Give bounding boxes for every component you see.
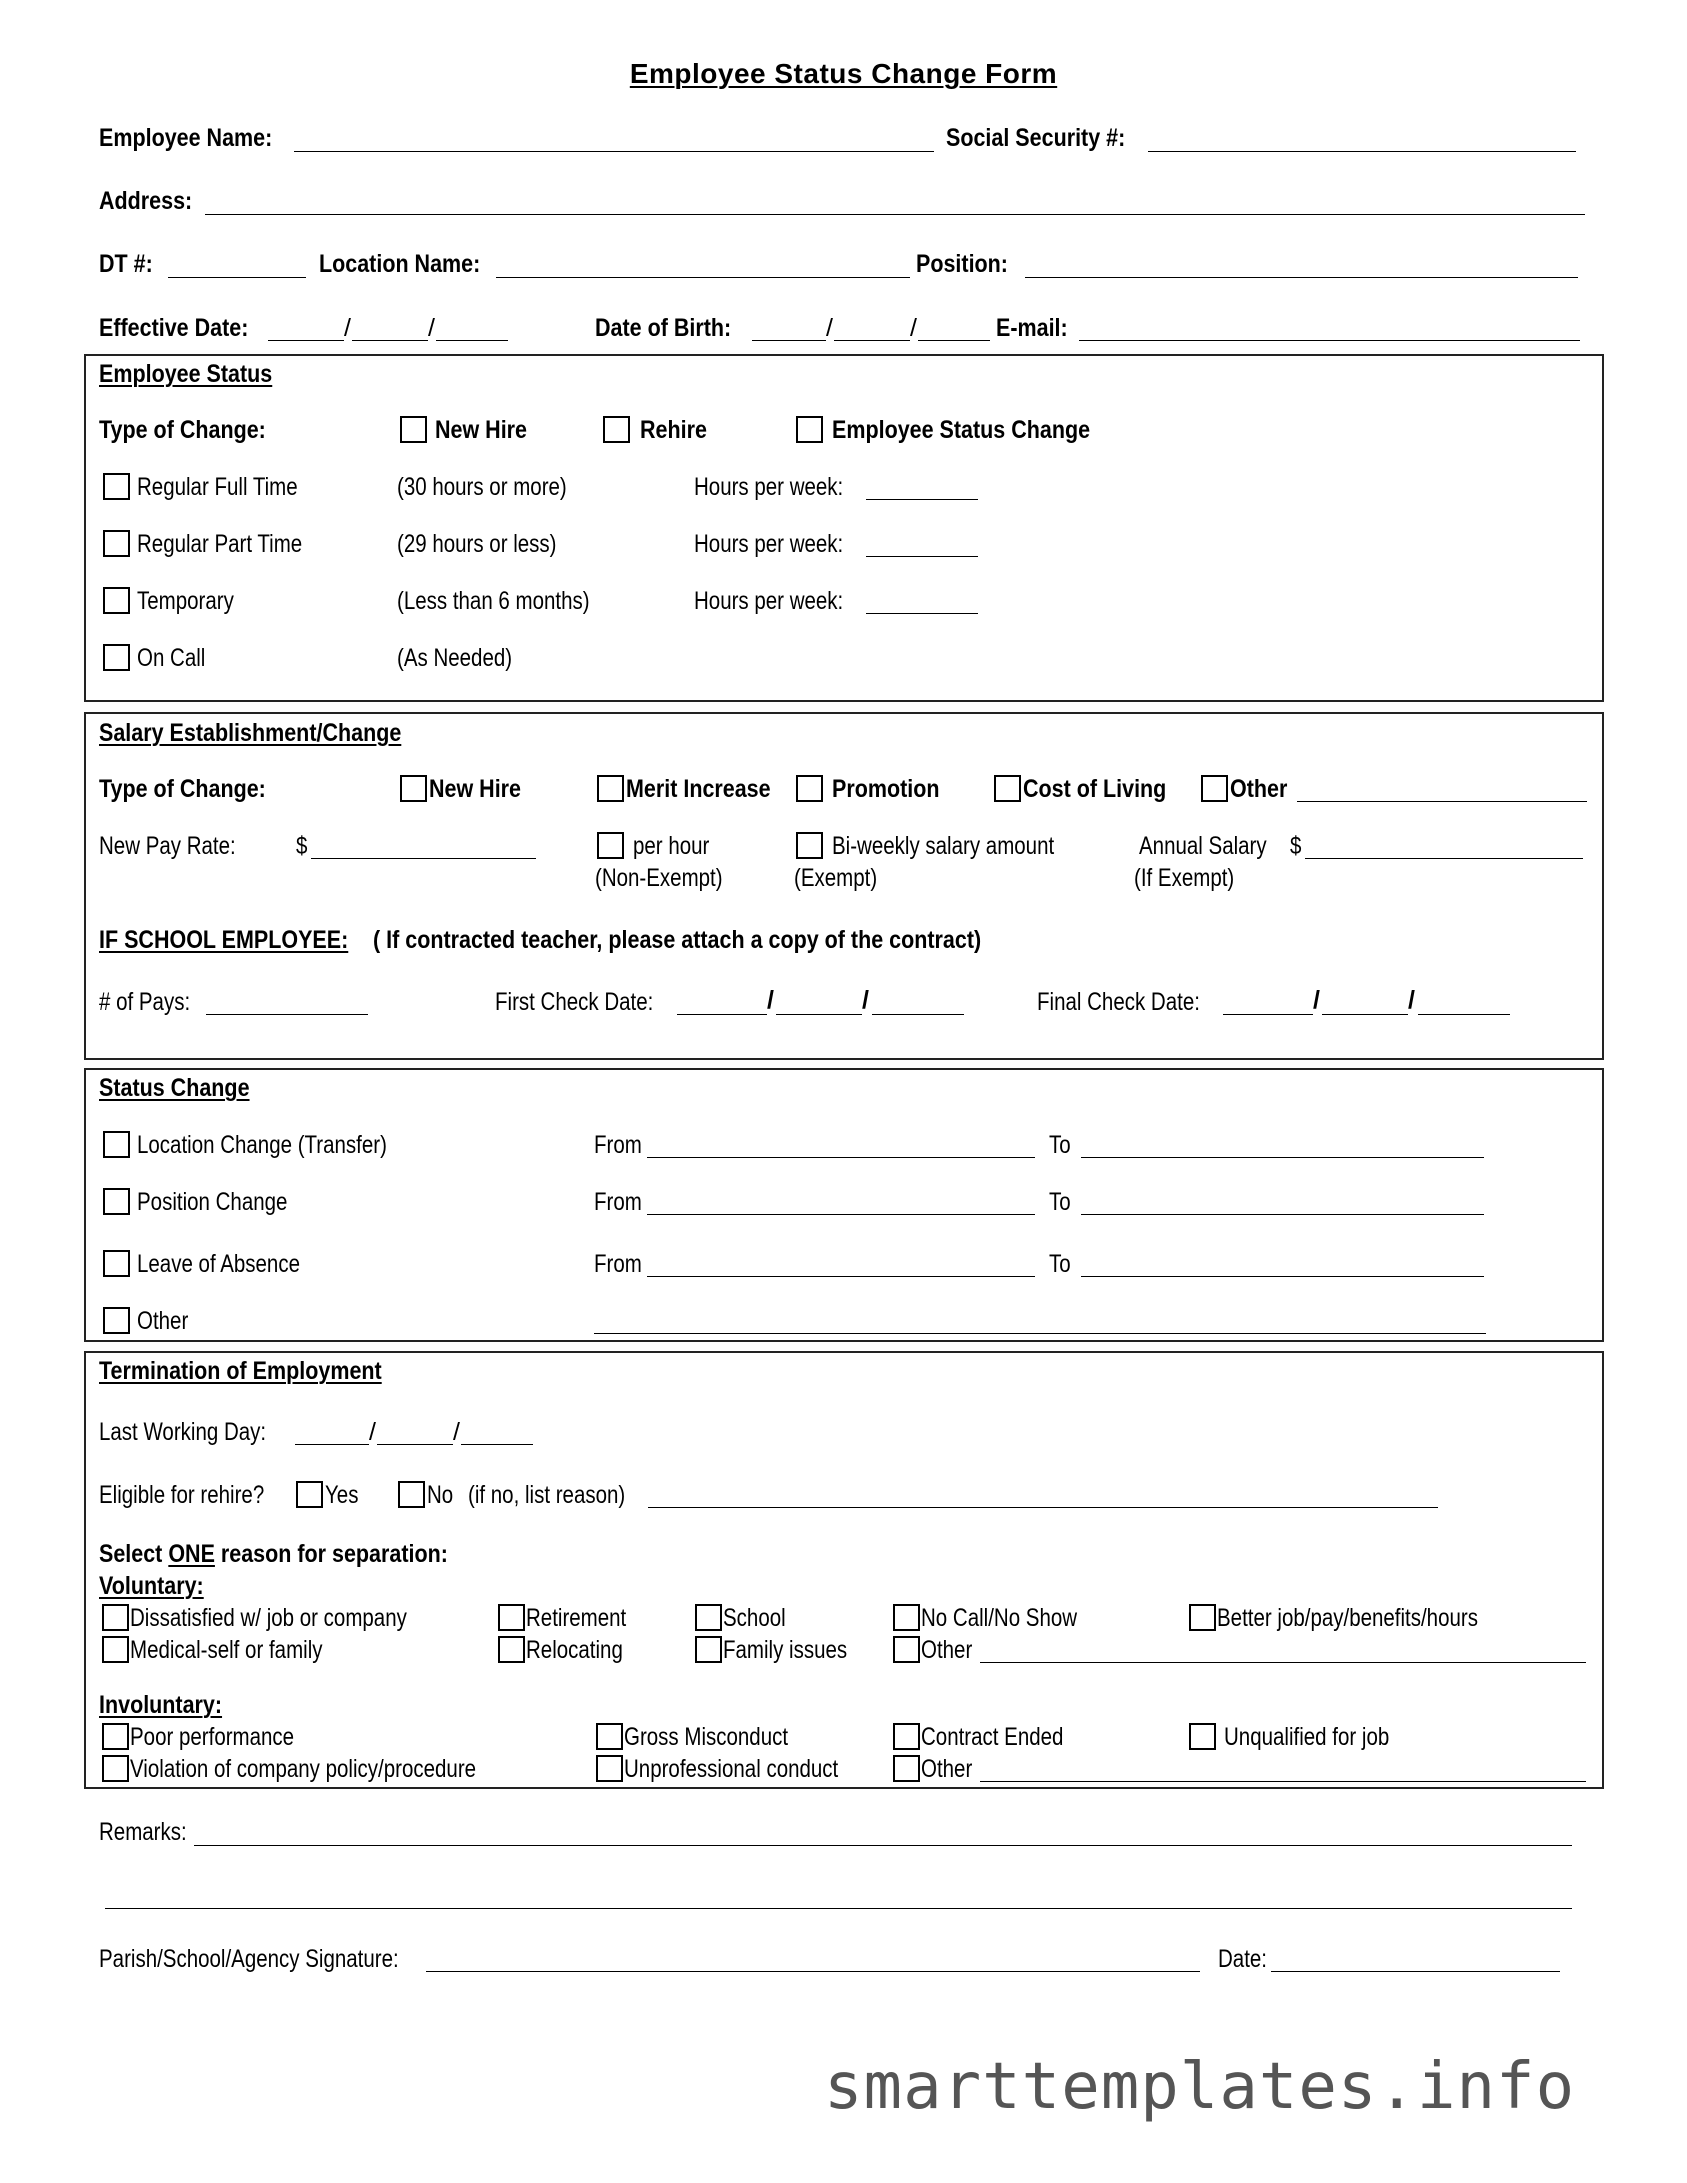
first-check-year[interactable] — [872, 1014, 964, 1015]
temporary-range: (Less than 6 months) — [397, 587, 590, 615]
form-title: Employee Status Change Form — [629, 58, 1058, 89]
last-working-day-label: Last Working Day: — [99, 1418, 267, 1446]
leave-from-field[interactable] — [647, 1276, 1035, 1277]
position-field[interactable] — [1025, 277, 1578, 278]
violation-checkbox[interactable] — [102, 1755, 129, 1782]
biweekly-label: Bi-weekly salary amount — [832, 832, 1055, 860]
from-label: From — [594, 1250, 642, 1278]
dt-label: DT #: — [99, 250, 153, 278]
from-label: From — [594, 1131, 642, 1159]
employee-status-heading: Employee Status — [99, 360, 273, 388]
slash: / — [344, 314, 351, 342]
dob-day[interactable] — [834, 340, 910, 341]
effective-date-label: Effective Date: — [99, 314, 249, 342]
salary-new-hire-checkbox[interactable] — [400, 775, 427, 802]
status-change-heading: Status Change — [99, 1074, 250, 1102]
voluntary-other-label: Other — [921, 1636, 973, 1664]
type-of-change-label: Type of Change: — [99, 416, 266, 444]
num-pays-field[interactable] — [206, 1014, 368, 1015]
hours-per-week-label: Hours per week: — [694, 473, 844, 501]
medical-label: Medical-self or family — [130, 1636, 323, 1664]
first-check-day[interactable] — [776, 1014, 862, 1015]
location-to-field[interactable] — [1081, 1157, 1484, 1158]
leave-of-absence-label: Leave of Absence — [137, 1250, 301, 1278]
on-call-label: On Call — [137, 644, 206, 672]
contract-ended-checkbox[interactable] — [893, 1723, 920, 1750]
retirement-label: Retirement — [526, 1604, 627, 1632]
final-check-date-label: Final Check Date: — [1037, 988, 1200, 1016]
cost-of-living-label: Cost of Living — [1023, 775, 1167, 803]
regular-part-time-label: Regular Part Time — [137, 530, 303, 558]
slash: / — [862, 986, 869, 1014]
salary-other-checkbox[interactable] — [1201, 775, 1228, 802]
location-change-label: Location Change (Transfer) — [137, 1131, 387, 1159]
slash: / — [369, 1418, 376, 1446]
watermark: smarttemplates.info — [824, 2050, 1576, 2124]
cost-of-living-checkbox[interactable] — [994, 775, 1021, 802]
dob-year[interactable] — [918, 340, 990, 341]
location-name-label: Location Name: — [319, 250, 481, 278]
temporary-hours-field[interactable] — [866, 613, 978, 614]
leave-to-field[interactable] — [1081, 1276, 1484, 1277]
voluntary-other-field[interactable] — [980, 1662, 1586, 1663]
new-hire-checkbox[interactable] — [400, 416, 427, 443]
hours-per-week-label: Hours per week: — [694, 530, 844, 558]
slash: / — [1313, 986, 1320, 1014]
salary-other-label: Other — [1230, 775, 1288, 803]
per-hour-checkbox[interactable] — [597, 832, 624, 859]
rehire-no-label: No — [427, 1481, 454, 1509]
leave-of-absence-checkbox[interactable] — [103, 1250, 130, 1277]
merit-increase-label: Merit Increase — [626, 775, 771, 803]
regular-part-time-range: (29 hours or less) — [397, 530, 557, 558]
regular-part-time-checkbox[interactable] — [103, 530, 130, 557]
gross-misconduct-checkbox[interactable] — [596, 1723, 623, 1750]
exempt-label: (Exempt) — [794, 864, 878, 892]
rehire-no-checkbox[interactable] — [398, 1481, 425, 1508]
no-call-no-show-checkbox[interactable] — [893, 1604, 920, 1631]
annual-salary-label: Annual Salary — [1139, 832, 1267, 860]
status-change-checkbox[interactable] — [796, 416, 823, 443]
promotion-label: Promotion — [832, 775, 940, 803]
signature-date-field[interactable] — [1271, 1971, 1560, 1972]
final-check-day[interactable] — [1322, 1014, 1408, 1015]
rehire-label: Rehire — [640, 416, 707, 444]
retirement-checkbox[interactable] — [498, 1604, 525, 1631]
last-day-month[interactable] — [295, 1444, 369, 1445]
poor-performance-checkbox[interactable] — [102, 1723, 129, 1750]
family-issues-checkbox[interactable] — [695, 1636, 722, 1663]
position-change-label: Position Change — [137, 1188, 288, 1216]
unprofessional-checkbox[interactable] — [596, 1755, 623, 1782]
employee-status-change-label: Employee Status Change — [832, 416, 1091, 444]
status-other-label: Other — [137, 1307, 189, 1335]
new-pay-rate-label: New Pay Rate: — [99, 832, 236, 860]
final-check-year[interactable] — [1418, 1014, 1510, 1015]
regular-full-time-checkbox[interactable] — [103, 473, 130, 500]
dissatisfied-checkbox[interactable] — [102, 1604, 129, 1631]
signature-label: Parish/School/Agency Signature: — [99, 1945, 399, 1973]
annual-dollar-sign: $ — [1290, 832, 1302, 860]
temporary-label: Temporary — [137, 587, 234, 615]
contract-ended-label: Contract Ended — [921, 1723, 1064, 1751]
location-name-field[interactable] — [496, 277, 910, 278]
remarks-label: Remarks: — [99, 1818, 187, 1846]
salary-other-field[interactable] — [1297, 801, 1587, 802]
no-reason-field[interactable] — [648, 1507, 1438, 1508]
better-job-label: Better job/pay/benefits/hours — [1217, 1604, 1478, 1632]
on-call-checkbox[interactable] — [103, 644, 130, 671]
part-time-hours-field[interactable] — [866, 556, 978, 557]
involuntary-other-checkbox[interactable] — [893, 1755, 920, 1782]
effective-date-day[interactable] — [352, 340, 428, 341]
ssn-field[interactable] — [1148, 151, 1576, 152]
effective-date-month[interactable] — [268, 340, 344, 341]
per-hour-label: per hour — [633, 832, 710, 860]
biweekly-checkbox[interactable] — [796, 832, 823, 859]
position-label: Position: — [916, 250, 1008, 278]
no-call-no-show-label: No Call/No Show — [921, 1604, 1078, 1632]
medical-checkbox[interactable] — [102, 1636, 129, 1663]
position-from-field[interactable] — [647, 1214, 1035, 1215]
to-label: To — [1049, 1188, 1071, 1216]
involuntary-heading: Involuntary: — [99, 1691, 223, 1719]
dob-month[interactable] — [752, 340, 826, 341]
school-checkbox[interactable] — [695, 1604, 722, 1631]
rehire-checkbox[interactable] — [603, 416, 630, 443]
status-other-checkbox[interactable] — [103, 1307, 130, 1334]
on-call-range: (As Needed) — [397, 644, 513, 672]
school-employee-note: ( If contracted teacher, please attach a copy of the contract) — [373, 926, 982, 954]
employee-status-section — [84, 354, 1604, 702]
last-day-day[interactable] — [377, 1444, 453, 1445]
first-check-date-label: First Check Date: — [495, 988, 654, 1016]
status-other-field[interactable] — [594, 1333, 1486, 1334]
annual-salary-field[interactable] — [1305, 858, 1583, 859]
remarks-field-line-2[interactable] — [105, 1908, 1572, 1909]
slash: / — [428, 314, 435, 342]
select-one-reason-label: Select ONE reason for separation: — [99, 1540, 448, 1568]
poor-performance-label: Poor performance — [130, 1723, 295, 1751]
involuntary-other-field[interactable] — [980, 1781, 1586, 1782]
rehire-yes-label: Yes — [325, 1481, 359, 1509]
dissatisfied-label: Dissatisfied w/ job or company — [130, 1604, 407, 1632]
merit-increase-checkbox[interactable] — [597, 775, 624, 802]
unprofessional-label: Unprofessional conduct — [624, 1755, 839, 1783]
violation-label: Violation of company policy/procedure — [130, 1755, 477, 1783]
termination-heading: Termination of Employment — [99, 1357, 382, 1385]
signature-field[interactable] — [426, 1971, 1200, 1972]
regular-full-time-label: Regular Full Time — [137, 473, 298, 501]
address-label: Address: — [99, 187, 193, 215]
slash: / — [767, 986, 774, 1014]
employee-name-field[interactable] — [294, 151, 934, 152]
remarks-field[interactable] — [194, 1845, 1572, 1846]
status-change-section — [84, 1068, 1604, 1342]
if-exempt-label: (If Exempt) — [1134, 864, 1235, 892]
unqualified-label: Unqualified for job — [1224, 1723, 1390, 1751]
school-employee-label: IF SCHOOL EMPLOYEE: — [99, 926, 349, 954]
relocating-checkbox[interactable] — [498, 1636, 525, 1663]
full-time-hours-field[interactable] — [866, 499, 978, 500]
involuntary-other-label: Other — [921, 1755, 973, 1783]
to-label: To — [1049, 1250, 1071, 1278]
to-label: To — [1049, 1131, 1071, 1159]
slash: / — [453, 1418, 460, 1446]
position-to-field[interactable] — [1081, 1214, 1484, 1215]
slash: / — [1408, 986, 1415, 1014]
salary-heading: Salary Establishment/Change — [99, 719, 402, 747]
new-hire-label: New Hire — [435, 416, 528, 444]
hours-per-week-label: Hours per week: — [694, 587, 844, 615]
regular-full-time-range: (30 hours or more) — [397, 473, 567, 501]
location-from-field[interactable] — [647, 1157, 1035, 1158]
school-label: School — [723, 1604, 786, 1632]
no-reason-label: (if no, list reason) — [468, 1481, 626, 1509]
voluntary-heading: Voluntary: — [99, 1572, 204, 1600]
slash: / — [826, 314, 833, 342]
from-label: From — [594, 1188, 642, 1216]
address-field[interactable] — [205, 214, 1585, 215]
location-change-checkbox[interactable] — [103, 1131, 130, 1158]
salary-new-hire-label: New Hire — [429, 775, 522, 803]
slash: / — [910, 314, 917, 342]
first-check-month[interactable] — [677, 1014, 767, 1015]
eligible-for-rehire-label: Eligible for rehire? — [99, 1481, 265, 1509]
promotion-checkbox[interactable] — [796, 775, 823, 802]
email-field[interactable] — [1079, 340, 1580, 341]
dollar-sign: $ — [296, 832, 308, 860]
employee-name-label: Employee Name: — [99, 124, 273, 152]
salary-type-of-change-label: Type of Change: — [99, 775, 266, 803]
better-job-checkbox[interactable] — [1189, 1604, 1216, 1631]
voluntary-other-checkbox[interactable] — [893, 1636, 920, 1663]
ssn-label: Social Security #: — [946, 124, 1126, 152]
relocating-label: Relocating — [526, 1636, 623, 1664]
temporary-checkbox[interactable] — [103, 587, 130, 614]
new-pay-rate-field[interactable] — [311, 858, 536, 859]
non-exempt-label: (Non-Exempt) — [595, 864, 723, 892]
last-day-year[interactable] — [461, 1444, 533, 1445]
effective-date-year[interactable] — [436, 340, 508, 341]
rehire-yes-checkbox[interactable] — [296, 1481, 323, 1508]
date-label: Date: — [1218, 1945, 1268, 1973]
num-pays-label: # of Pays: — [99, 988, 191, 1016]
dob-label: Date of Birth: — [595, 314, 732, 342]
dt-field[interactable] — [168, 277, 306, 278]
family-issues-label: Family issues — [723, 1636, 848, 1664]
email-label: E-mail: — [996, 314, 1068, 342]
unqualified-checkbox[interactable] — [1189, 1723, 1216, 1750]
gross-misconduct-label: Gross Misconduct — [624, 1723, 789, 1751]
final-check-month[interactable] — [1223, 1014, 1313, 1015]
position-change-checkbox[interactable] — [103, 1188, 130, 1215]
